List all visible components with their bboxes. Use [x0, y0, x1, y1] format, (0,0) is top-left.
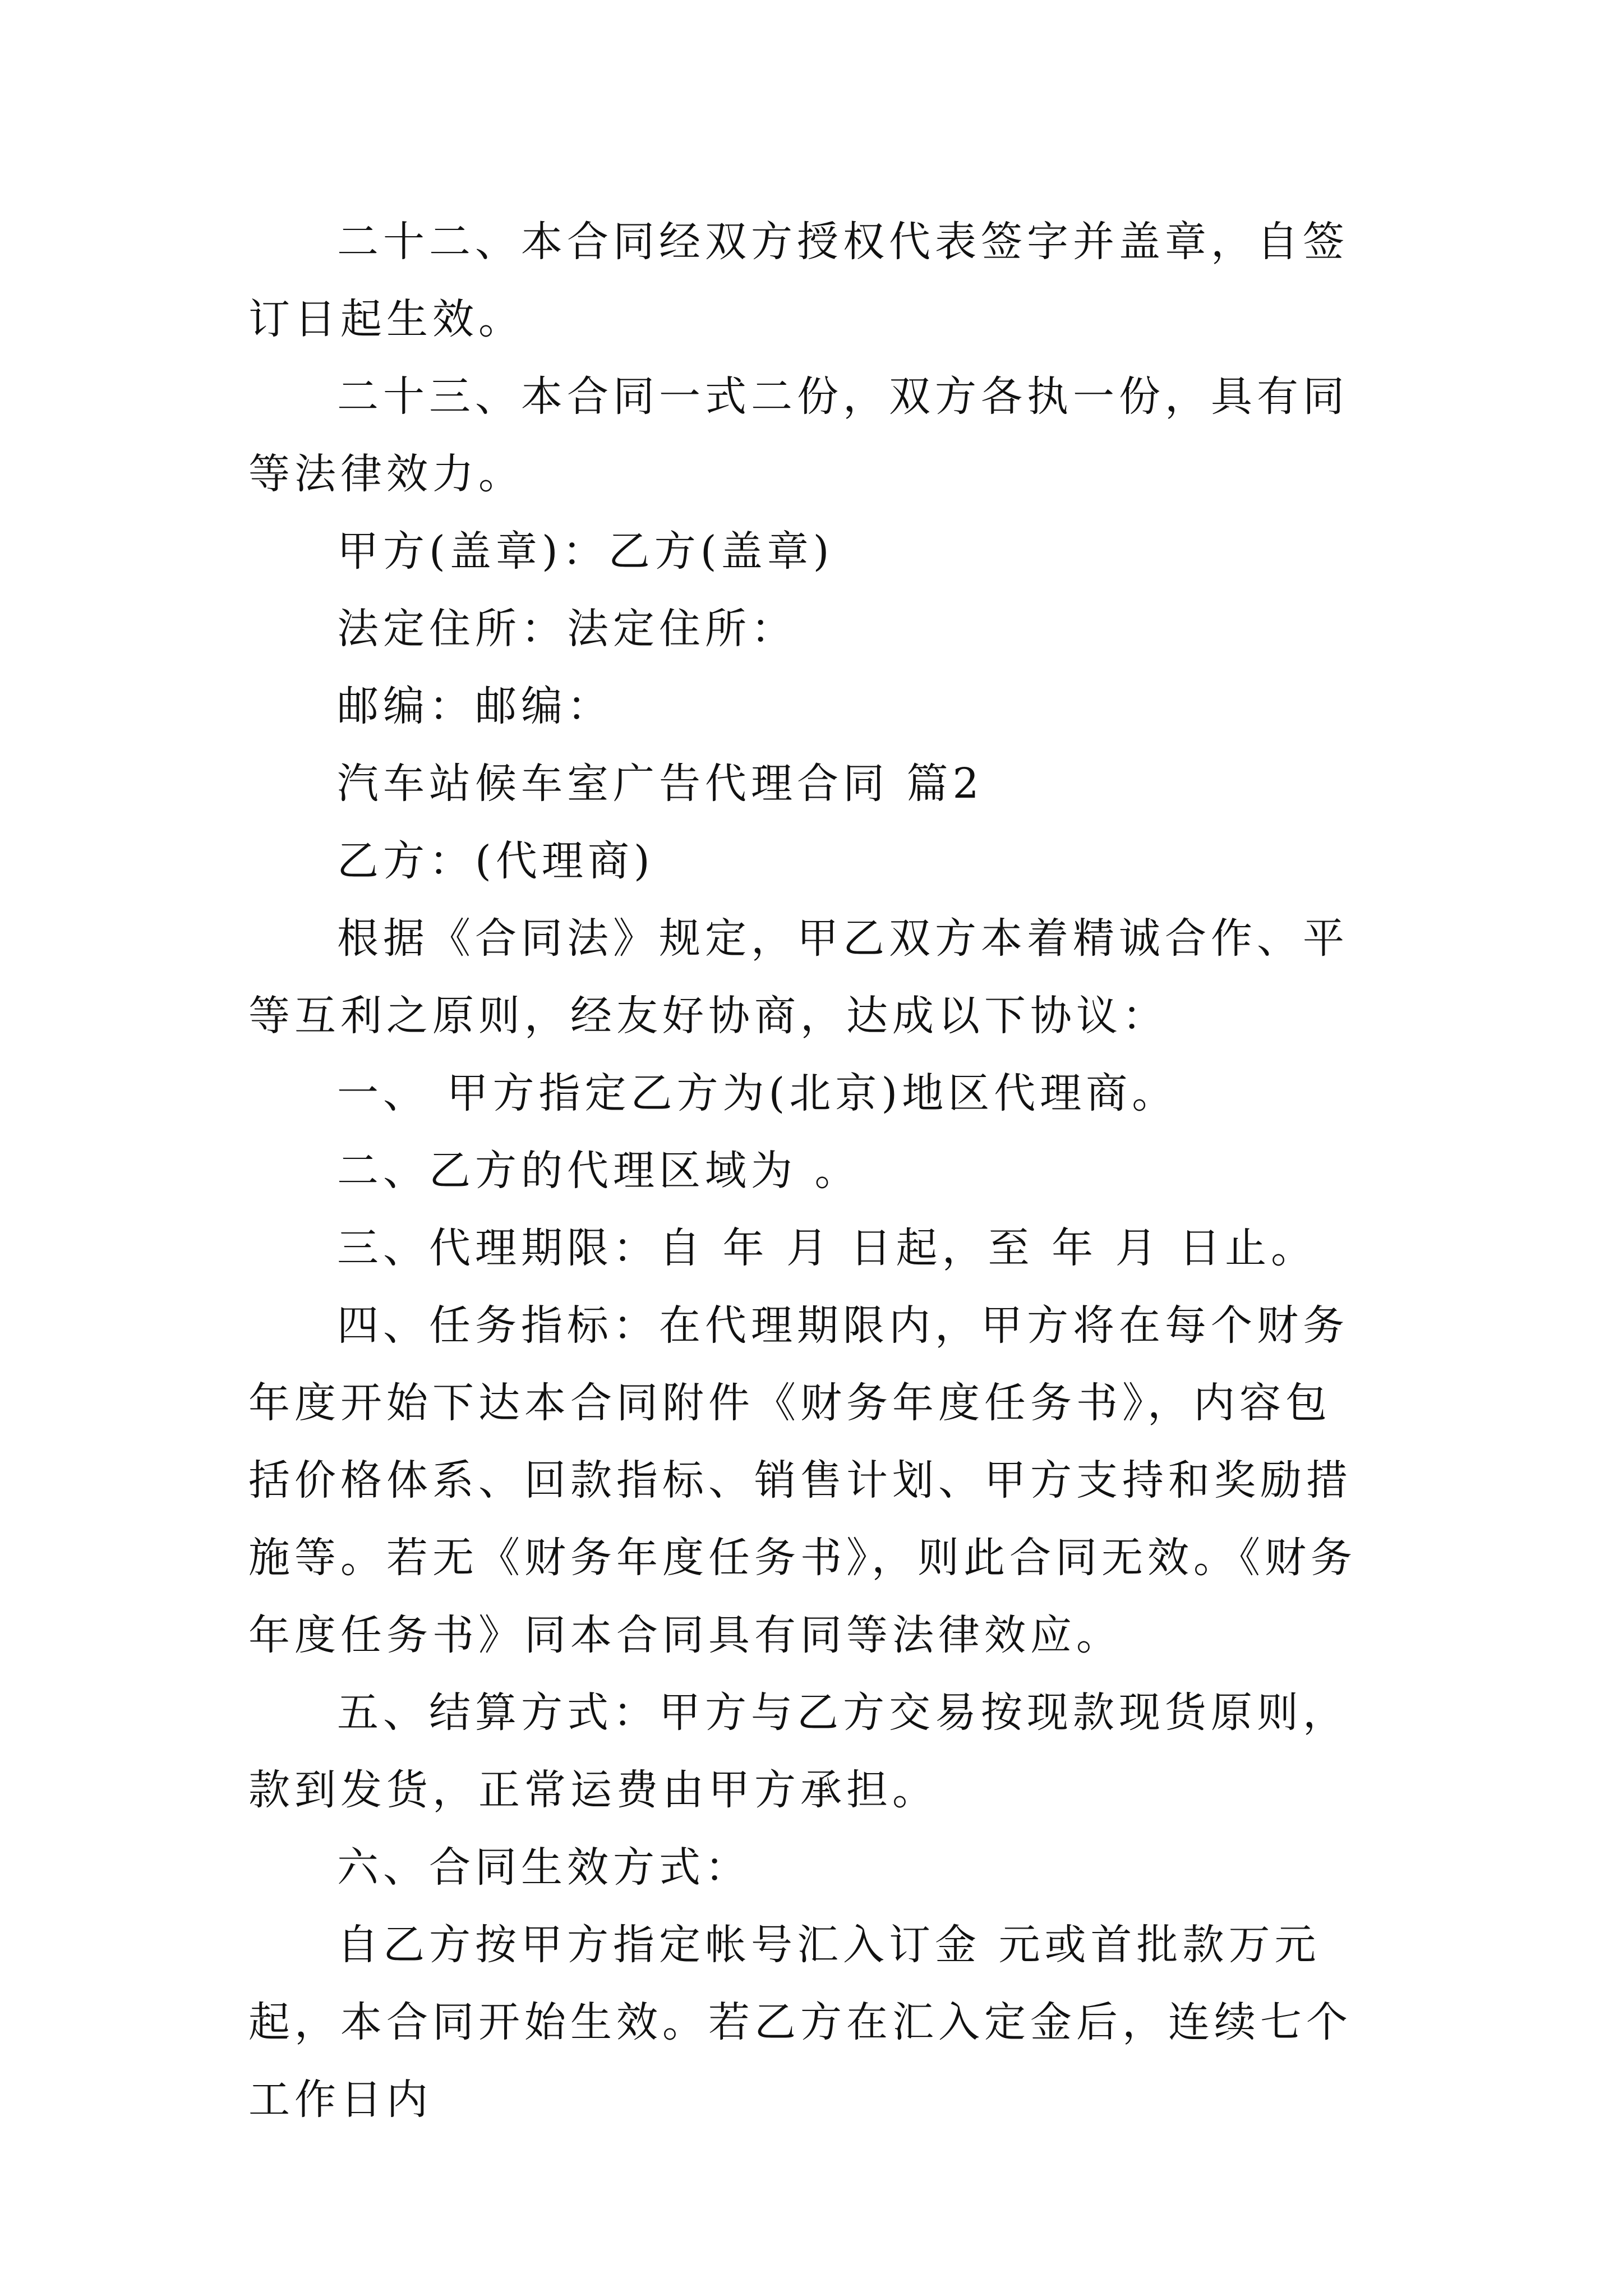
party-b-line: 乙方：(代理商) [337, 837, 654, 885]
clause-5: 五、结算方式：甲方与乙方交易按现款现货原则，款到发货，正常运费由甲方承担。 [248, 1688, 1349, 1814]
clause-3: 三、代理期限：自 年 月 日起，至 年 月 日止。 [337, 1224, 1317, 1272]
preamble: 根据《合同法》规定，甲乙双方本着精诚合作、平等互利之原则，经友好协商，达成以下协议： [248, 914, 1349, 1040]
clause-6: 六、合同生效方式： [337, 1843, 751, 1892]
address-line: 法定住所：法定住所： [337, 605, 797, 653]
section-heading: 汽车站候车室广告代理合同 篇2 [337, 760, 984, 808]
clause-1: 一、 甲方指定乙方为(北京)地区代理商。 [337, 1069, 1178, 1117]
clause-23: 二十三、本合同一式二份，双方各执一份，具有同等法律效力。 [248, 372, 1349, 498]
signature-party-line: 甲方(盖章)：乙方(盖章) [337, 527, 834, 576]
clause-4: 四、任务指标：在代理期限内，甲方将在每个财务年度开始下达本合同附件《财务年度任务书》，内容包括价格体系、回款指标、销售计划、甲方支持和奖励措施等。若无《财务年度任务书》，则此合同无效。《财务年度任务书》同本合同具有同等法律效应。 [248, 1301, 1357, 1659]
clause-6-body: 自乙方按甲方指定帐号汇入订金 元或首批款万元起，本合同开始生效。若乙方在汇入定金后，连续七个工作日内 [248, 1921, 1352, 2124]
clause-22: 二十二、本合同经双方授权代表签字并盖章，自签订日起生效。 [248, 218, 1349, 343]
clause-2: 二、乙方的代理区域为 。 [337, 1147, 861, 1195]
document-body [248, 203, 1376, 2138]
postcode-line: 邮编：邮编： [337, 682, 613, 730]
